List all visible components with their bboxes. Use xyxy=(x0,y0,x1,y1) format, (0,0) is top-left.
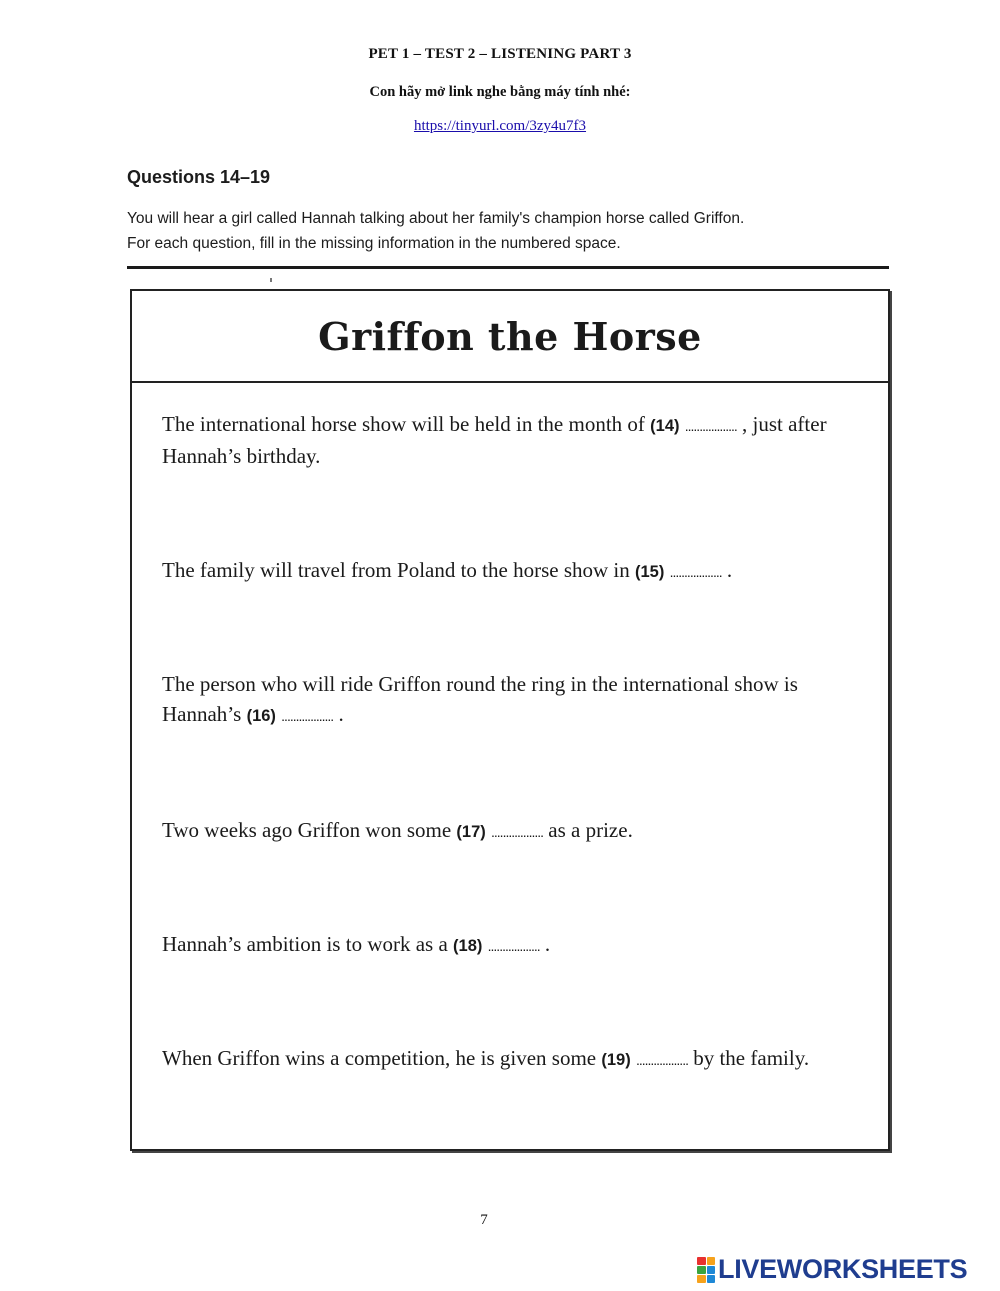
question-17 xyxy=(162,815,862,847)
question-16-blank[interactable]: .................. xyxy=(281,708,334,724)
liveworksheets-logo[interactable] xyxy=(697,1254,967,1285)
logo-block xyxy=(697,1266,706,1274)
question-18-text-after: . xyxy=(539,932,551,956)
question-17-text-before: Two weeks ago Griffon won some xyxy=(162,818,457,842)
question-18 xyxy=(162,929,862,961)
question-19-text-after: by the family. xyxy=(687,1046,810,1070)
question-19 xyxy=(162,1043,862,1075)
question-14-blank[interactable]: .................. xyxy=(684,418,737,434)
questions-heading: Questions 14–19 xyxy=(127,167,271,187)
question-16 xyxy=(162,669,862,731)
question-19-number: (19) xyxy=(601,1051,631,1069)
question-15 xyxy=(162,555,862,587)
question-14-text-after: , just after Hannah’s birthday. xyxy=(162,412,827,468)
question-19-text-before: When Griffon wins a competition, he is given some xyxy=(162,1046,602,1070)
question-16-text-before: The person who will ride Griffon round the ring in the international show is Hannah’s xyxy=(162,672,798,726)
question-15-number: (15) xyxy=(635,563,665,581)
question-17-number: (17) xyxy=(456,823,486,841)
scan-mark xyxy=(270,278,272,282)
question-16-number: (16) xyxy=(246,707,276,725)
audio-link-wrapper xyxy=(0,118,1000,135)
section-divider xyxy=(127,266,889,269)
instruction-line-1: You will hear a girl called Hannah talking about her family's champion horse called Griffon. xyxy=(127,210,745,227)
logo-block xyxy=(697,1275,706,1283)
worksheet-title: Griffon the Horse xyxy=(132,291,888,383)
question-18-blank[interactable]: .................. xyxy=(487,938,540,954)
liveworksheets-logo-icon xyxy=(697,1257,715,1283)
worksheet-box xyxy=(130,289,890,1151)
question-19-blank[interactable]: .................. xyxy=(635,1052,688,1068)
question-14-number: (14) xyxy=(650,417,680,435)
logo-block xyxy=(707,1275,716,1283)
question-15-blank[interactable]: .................. xyxy=(669,564,722,580)
question-14-text-before: The international horse show will be held in the month of xyxy=(162,412,651,436)
page-header-subtitle: Con hãy mở link nghe bằng máy tính nhé: xyxy=(369,84,631,100)
question-17-blank[interactable]: .................. xyxy=(491,824,544,840)
liveworksheets-logo-text: LIVEWORKSHEETS xyxy=(718,1254,968,1284)
question-15-text-after: . xyxy=(721,558,733,582)
question-15-text-before: The family will travel from Poland to the horse show in xyxy=(162,558,635,582)
instruction-line-2: For each question, fill in the missing information in the numbered space. xyxy=(127,235,621,252)
question-16-text-after: . xyxy=(333,702,344,726)
page-number: 7 xyxy=(480,1212,488,1228)
question-18-text-before: Hannah’s ambition is to work as a xyxy=(162,932,454,956)
logo-block xyxy=(697,1257,706,1265)
question-14 xyxy=(162,409,862,471)
question-17-text-after: as a prize. xyxy=(543,818,633,842)
logo-block xyxy=(707,1266,716,1274)
page-header-title: PET 1 – TEST 2 – LISTENING PART 3 xyxy=(368,46,632,62)
instructions xyxy=(127,206,887,256)
logo-block xyxy=(707,1257,716,1265)
question-18-number: (18) xyxy=(453,937,483,955)
audio-link[interactable]: https://tinyurl.com/3zy4u7f3 xyxy=(413,118,587,134)
